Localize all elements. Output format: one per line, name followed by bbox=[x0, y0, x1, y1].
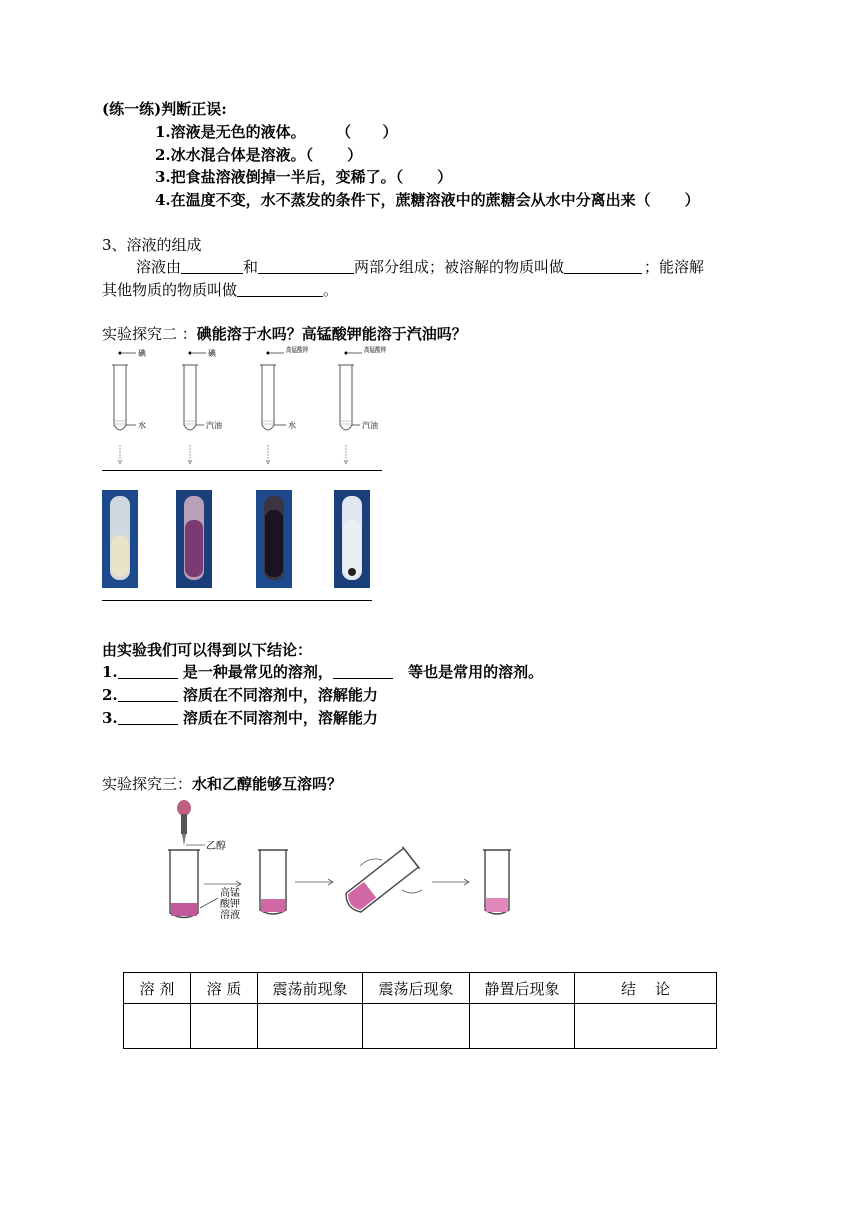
dropper-icon bbox=[177, 800, 191, 846]
tube-1-diagram bbox=[112, 348, 147, 464]
col-before-shake: 震荡前现象 bbox=[258, 973, 363, 1004]
practice-item-1-text: 1.溶液是无色的液体。 bbox=[155, 123, 306, 141]
exp3-diagram bbox=[160, 798, 530, 928]
exp2-title-plain: 实验探究二 ： bbox=[102, 325, 197, 343]
exp2-title-bold: 碘能溶于水吗？高锰酸钾能溶于汽油吗？ bbox=[196, 325, 467, 343]
col-after-shake: 震荡后现象 bbox=[363, 973, 470, 1004]
tube-4-solute-label: 高锰酸钾 bbox=[364, 347, 392, 354]
composition-text-1: 溶液由 bbox=[136, 258, 182, 276]
col-solute: 溶 质 bbox=[191, 973, 258, 1004]
practice-item-3-text: 3.把食盐溶液倒掉一半后，变稀了。（ bbox=[155, 168, 404, 186]
practice-item-3-close: ） bbox=[437, 168, 453, 186]
col-after-standing: 静置后现象 bbox=[470, 973, 575, 1004]
exp2-photo-row bbox=[100, 490, 390, 590]
exp3-title-bold: 水和乙醇能够互溶吗？ bbox=[192, 775, 343, 793]
tube-3-diagram bbox=[260, 345, 314, 464]
cell-after-standing[interactable] bbox=[470, 1004, 575, 1049]
photo-tube-1 bbox=[102, 490, 138, 588]
conclusion-heading: 由实验我们可以得到以下结论： bbox=[102, 641, 313, 659]
blank-solute[interactable] bbox=[564, 258, 642, 274]
tube-1-solvent-label: 水 bbox=[138, 421, 146, 430]
practice-item-1-paren: （ ） bbox=[336, 123, 398, 141]
divider-top bbox=[102, 470, 382, 471]
tube-4-diagram bbox=[338, 345, 392, 464]
practice-item-2-close: ） bbox=[347, 146, 363, 164]
tube-3-solvent-label: 水 bbox=[288, 421, 296, 430]
blank-composition-1[interactable] bbox=[181, 258, 243, 274]
table-header-row bbox=[124, 973, 717, 1004]
tube-b bbox=[258, 850, 288, 914]
composition-heading: 3、溶液的组成 bbox=[102, 236, 202, 254]
conclusion-line-2 bbox=[102, 684, 378, 705]
divider-bottom bbox=[102, 600, 372, 601]
conclusion-2-text: 溶质在不同溶剂中，溶解能力 bbox=[182, 686, 378, 704]
blank-conclusion-1a[interactable] bbox=[118, 663, 178, 679]
practice-item-4 bbox=[155, 189, 700, 210]
label-ethanol: 乙醇 bbox=[206, 841, 226, 852]
arrow-1 bbox=[204, 881, 241, 887]
composition-text-2: 和 bbox=[243, 258, 259, 276]
tube-2-solvent-label: 汽油 bbox=[206, 421, 222, 430]
blank-composition-2[interactable] bbox=[258, 258, 354, 274]
label-kmno4-2: 酸钾 bbox=[220, 899, 240, 910]
tube-c bbox=[341, 847, 420, 917]
exp3-title-plain: 实验探究三： bbox=[102, 775, 193, 793]
practice-heading: (练一练)判断正误: bbox=[102, 100, 227, 118]
cell-solute[interactable] bbox=[191, 1004, 258, 1049]
photo-tube-4 bbox=[334, 490, 370, 588]
composition-text-4: ；能溶解 bbox=[644, 258, 705, 276]
conclusion-3-num: 3. bbox=[102, 709, 118, 727]
cell-before-shake[interactable] bbox=[258, 1004, 363, 1049]
label-kmno4-1: 高锰 bbox=[220, 888, 240, 899]
blank-conclusion-3[interactable] bbox=[118, 709, 178, 725]
practice-item-2-text: 2.冰水混合体是溶液。（ bbox=[155, 146, 314, 164]
practice-item-4-text: 4.在温度不变，水不蒸发的条件下，蔗糖溶液中的蔗糖会从水中分离出来（ bbox=[155, 191, 651, 209]
tube-d bbox=[483, 850, 511, 914]
cell-after-shake[interactable] bbox=[363, 1004, 470, 1049]
conclusion-1-num: 1. bbox=[102, 663, 118, 681]
conclusion-1-text-a: 是一种最常见的溶剂， bbox=[182, 663, 333, 681]
arrow-2 bbox=[295, 879, 333, 885]
tube-a bbox=[168, 850, 200, 918]
shake-arrow-1 bbox=[360, 859, 382, 866]
tube-3-solute-label: 高锰酸钾 bbox=[286, 347, 314, 354]
blank-conclusion-2[interactable] bbox=[118, 686, 178, 702]
tube-2-diagram bbox=[182, 348, 222, 464]
tube-4-solvent-label: 汽油 bbox=[362, 421, 378, 430]
cell-solvent[interactable] bbox=[124, 1004, 191, 1049]
cell-conclusion[interactable] bbox=[575, 1004, 717, 1049]
conclusion-2-num: 2. bbox=[102, 686, 118, 704]
label-kmno4-3: 溶液 bbox=[220, 910, 240, 921]
conclusion-1-text-b: 等也是常用的溶剂。 bbox=[408, 663, 544, 681]
exp2-tube-diagram bbox=[100, 345, 400, 475]
exp3-title bbox=[102, 773, 342, 794]
practice-item-2 bbox=[155, 144, 362, 165]
practice-item-1 bbox=[155, 121, 397, 142]
col-conclusion: 结 论 bbox=[575, 973, 717, 1004]
composition-text-3: 两部分组成；被溶解的物质叫做 bbox=[354, 258, 565, 276]
blank-conclusion-1b[interactable] bbox=[333, 663, 393, 679]
arrow-3 bbox=[432, 879, 469, 885]
composition-line-1 bbox=[136, 256, 704, 277]
table-row bbox=[124, 1004, 717, 1049]
conclusion-3-text: 溶质在不同溶剂中，溶解能力 bbox=[182, 709, 378, 727]
composition-line-2 bbox=[102, 279, 338, 300]
photo-tube-3 bbox=[256, 490, 292, 588]
conclusion-line-1 bbox=[102, 661, 543, 682]
blank-solvent[interactable] bbox=[237, 281, 323, 297]
experiment-table bbox=[123, 972, 717, 1049]
tube-1-solute-label: 碘 bbox=[138, 349, 146, 358]
shake-arrow-2 bbox=[402, 890, 422, 893]
exp2-title bbox=[102, 323, 467, 344]
composition-text-5: 其他物质的物质叫做 bbox=[102, 281, 238, 299]
conclusion-line-3 bbox=[102, 707, 378, 728]
composition-text-6: 。 bbox=[323, 281, 339, 299]
practice-item-4-close: ） bbox=[684, 191, 700, 209]
practice-item-3 bbox=[155, 166, 452, 187]
col-solvent: 溶 剂 bbox=[124, 973, 191, 1004]
tube-2-solute-label: 碘 bbox=[208, 349, 216, 358]
photo-tube-2 bbox=[176, 490, 212, 588]
